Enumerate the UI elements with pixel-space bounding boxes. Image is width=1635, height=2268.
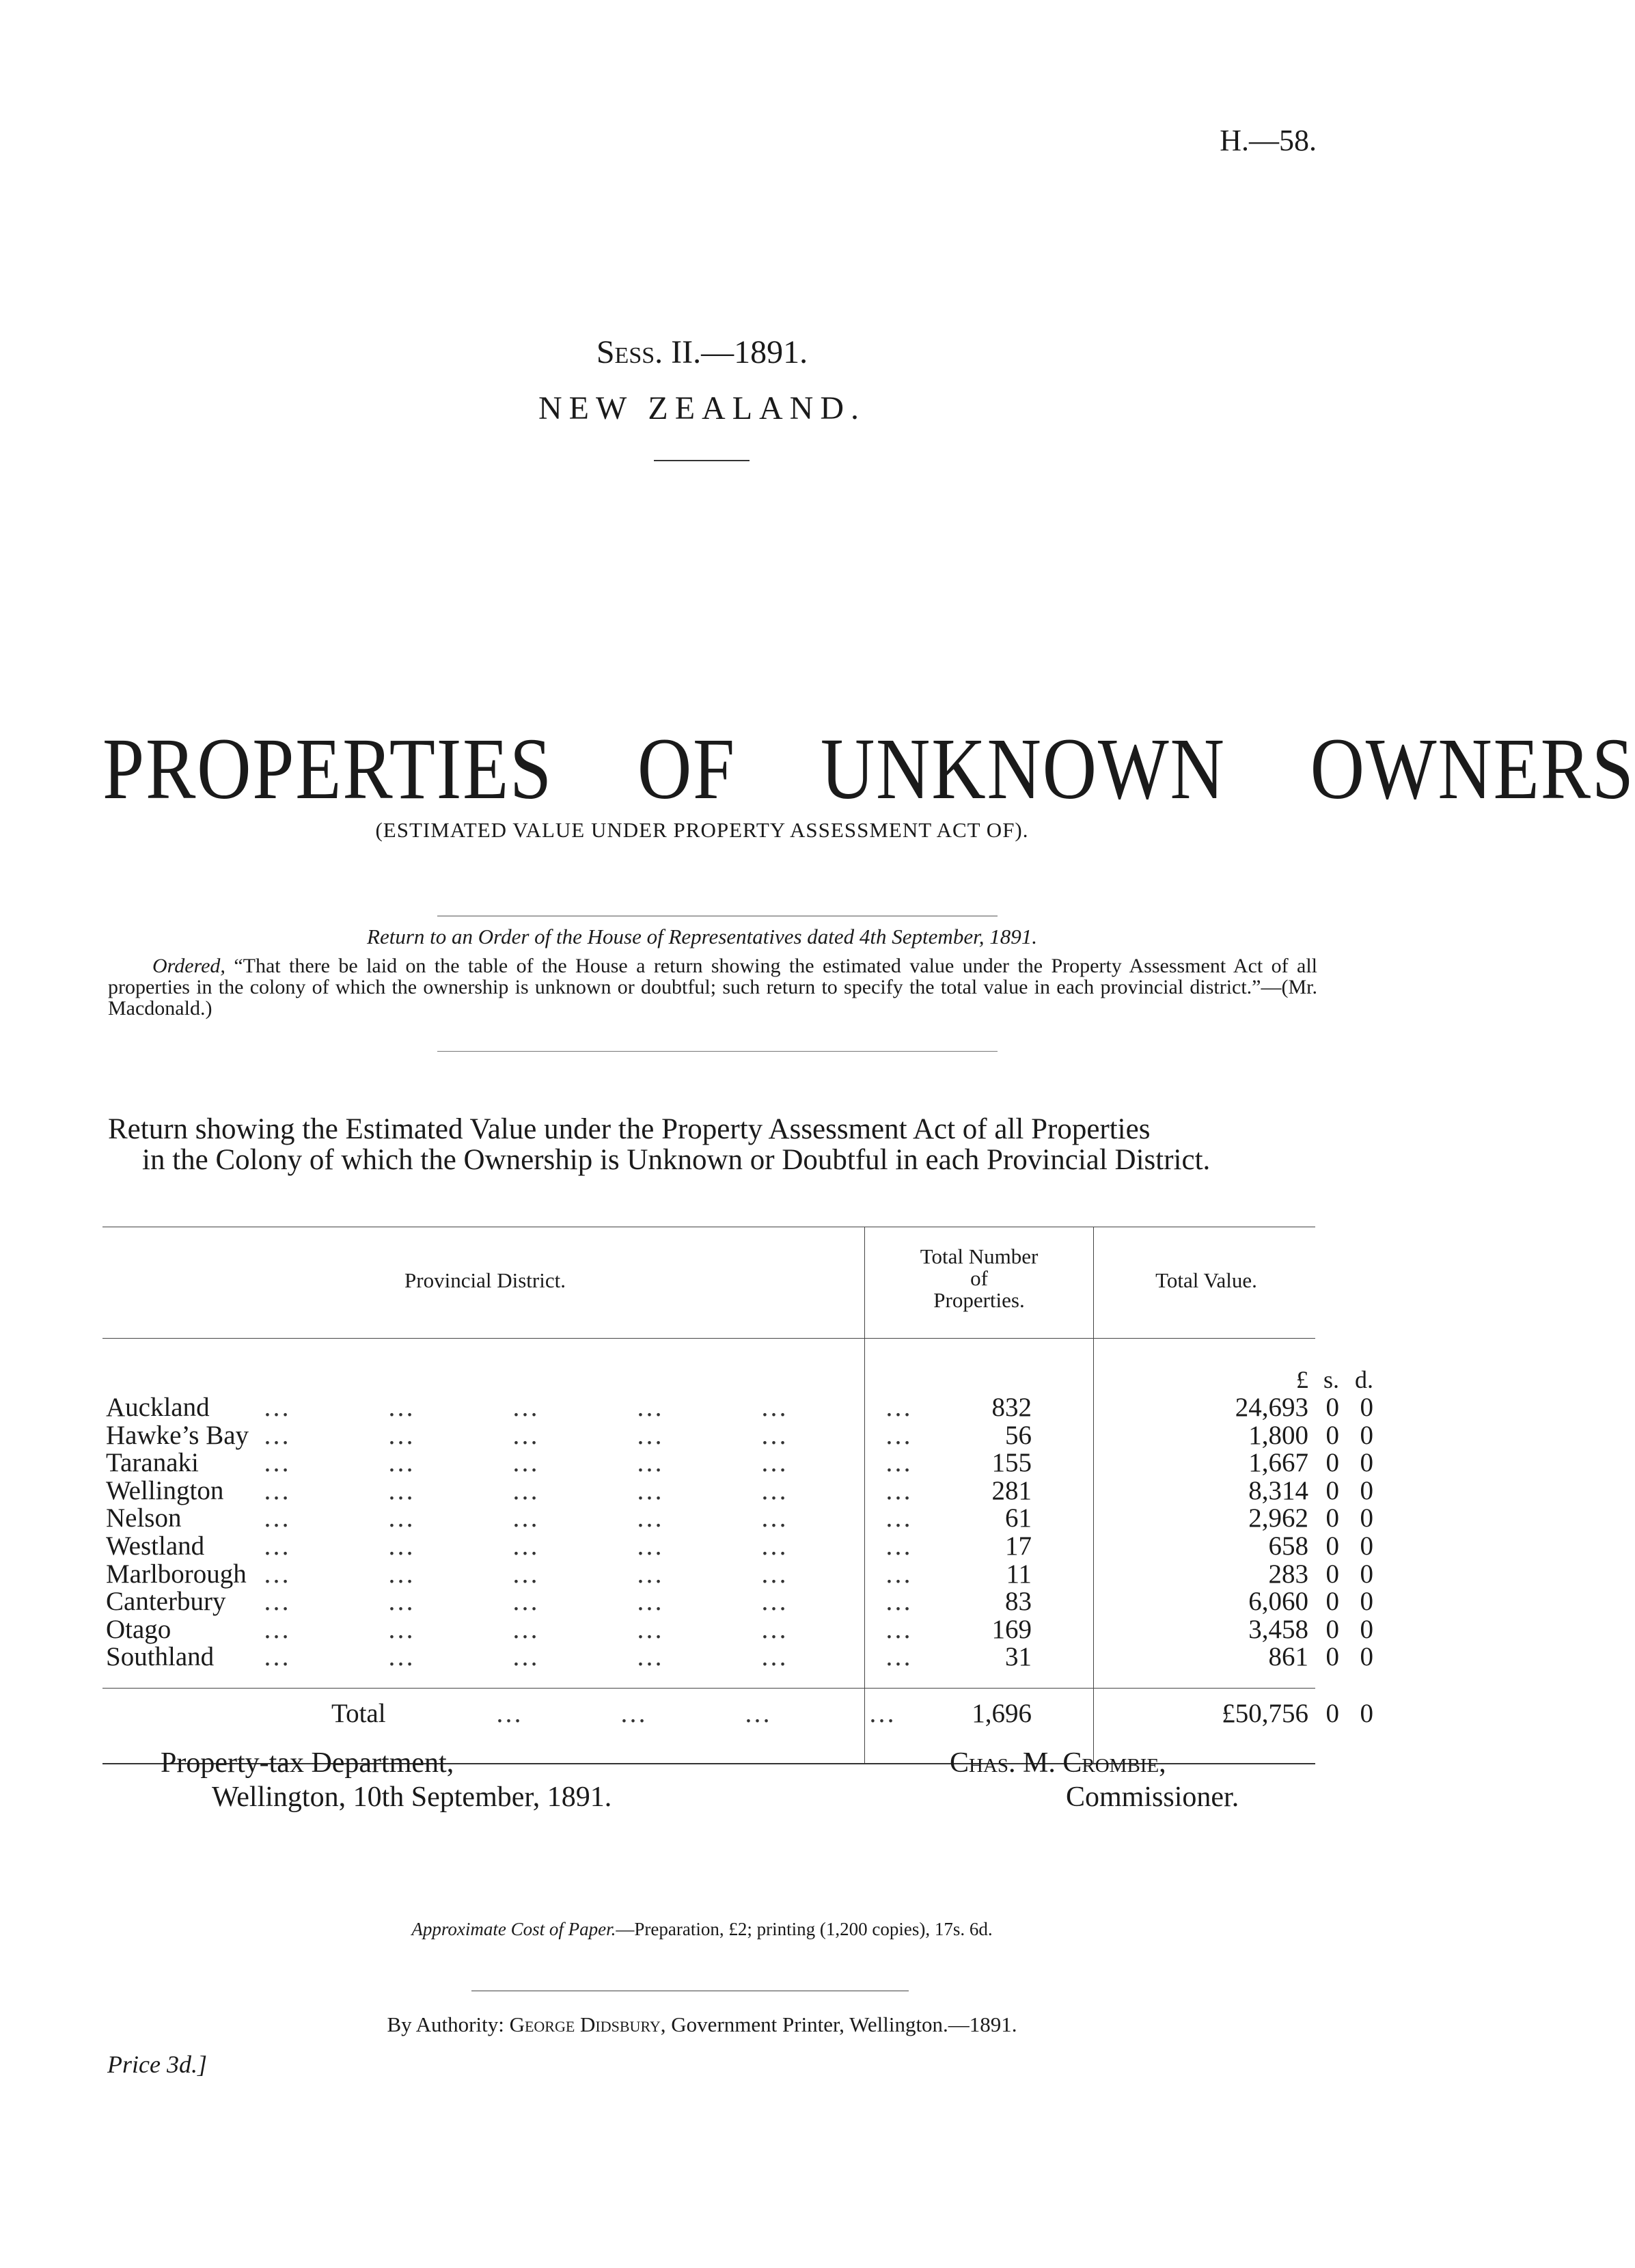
district-name: Wellington xyxy=(106,1475,224,1505)
return-heading-line2: in the Colony of which the Ownership is Unknown or Doubtful in each Provincial District. xyxy=(142,1144,1211,1176)
ordered-text: “That there be laid on the table of the House a return showing the estimated value under the Property Assessment Act of all properties in the colony of which the ownership is unknown or doubtful; such return to specify the total value in each provincial district.”—(Mr. Macdonald.) xyxy=(108,955,1317,1020)
price-note: Price 3d.] xyxy=(107,2051,207,2078)
leader-dots: … … … … … … xyxy=(263,1393,913,1422)
property-count: 11 xyxy=(1006,1559,1032,1589)
value-pence: 0 xyxy=(1360,1503,1373,1533)
leader-dots: … … … … xyxy=(495,1699,896,1728)
ordered-label: Ordered, xyxy=(152,955,225,977)
table-row xyxy=(106,1420,1373,1450)
total-row xyxy=(106,1698,1373,1728)
table-row xyxy=(106,1614,1373,1644)
value-shillings: 0 xyxy=(1325,1642,1339,1672)
printer-name: George Didsbury xyxy=(509,2012,661,2036)
document-title: PROPERTIES OF UNKNOWN OWNERS xyxy=(102,720,1635,817)
district-name: Southland xyxy=(106,1642,215,1672)
authority-suffix: , Government Printer, Wellington.—1891. xyxy=(660,2012,1017,2036)
value-pence: 0 xyxy=(1360,1448,1373,1478)
value-pounds: 3,458 xyxy=(1248,1614,1308,1644)
value-pence: 0 xyxy=(1360,1420,1373,1450)
session-line: Sess. II.—1891. xyxy=(596,334,808,370)
signature-block xyxy=(950,1746,1239,1814)
authority-prefix: By Authority: xyxy=(387,2012,504,2036)
order-reference: Return to an Order of the House of Representatives dated 4th September, 1891. xyxy=(367,925,1037,948)
leader-dots: … … … … … … xyxy=(263,1559,913,1589)
leader-dots: … … … … … … xyxy=(263,1642,913,1672)
header-total-number-line2: of xyxy=(970,1266,988,1290)
leader-dots: … … … … … … xyxy=(263,1475,913,1505)
value-pence: 0 xyxy=(1360,1614,1373,1644)
district-name: Otago xyxy=(106,1614,171,1644)
divider xyxy=(654,460,750,461)
table-row xyxy=(106,1503,1373,1533)
value-pounds: 283 xyxy=(1268,1559,1308,1589)
district-name: Westland xyxy=(106,1531,205,1561)
value-pounds: 1,800 xyxy=(1248,1420,1308,1450)
header-provincial-district: Provincial District. xyxy=(404,1268,566,1292)
units-row xyxy=(106,1365,1373,1393)
value-pounds: 1,667 xyxy=(1248,1448,1308,1478)
property-count: 17 xyxy=(1005,1531,1032,1561)
value-pence: 0 xyxy=(1360,1587,1373,1617)
leader-dots: … … … … … … xyxy=(263,1531,913,1561)
property-count: 31 xyxy=(1005,1642,1032,1672)
department-line1: Property-tax Department, xyxy=(161,1747,454,1779)
property-count: 281 xyxy=(991,1475,1032,1505)
country-heading: NEW ZEALAND. xyxy=(538,390,866,426)
value-pence: 0 xyxy=(1360,1475,1373,1505)
total-pounds: £50,756 xyxy=(1222,1699,1308,1728)
value-pounds: 8,314 xyxy=(1248,1475,1308,1505)
total-label: Total xyxy=(331,1699,386,1728)
return-heading-line1: Return showing the Estimated Value under the Property Assessment Act of all Properties xyxy=(108,1113,1151,1145)
value-pounds: 658 xyxy=(1268,1531,1308,1561)
value-pounds: 2,962 xyxy=(1248,1503,1308,1533)
table-row xyxy=(106,1392,1373,1422)
leader-dots: … … … … … … xyxy=(263,1448,913,1478)
department-block xyxy=(161,1746,612,1814)
property-count: 169 xyxy=(991,1614,1032,1644)
property-count: 56 xyxy=(1005,1420,1032,1450)
authority-line xyxy=(0,2012,1404,2037)
page-reference: H.—58. xyxy=(1220,124,1317,157)
value-shillings: 0 xyxy=(1325,1531,1339,1561)
district-name: Canterbury xyxy=(106,1587,226,1617)
unit-pence: d. xyxy=(1355,1366,1373,1393)
cost-label: Approximate Cost of Paper. xyxy=(411,1919,616,1939)
table-header-rule xyxy=(102,1338,1315,1339)
department-line2: Wellington, 10th September, 1891. xyxy=(212,1781,612,1813)
table-row xyxy=(106,1641,1373,1672)
value-pounds: 861 xyxy=(1268,1642,1308,1672)
property-count: 155 xyxy=(991,1448,1032,1478)
header-total-number-line3: Properties. xyxy=(933,1288,1025,1312)
divider xyxy=(437,1051,998,1052)
header-total-value: Total Value. xyxy=(1155,1268,1257,1292)
leader-dots: … … … … … … xyxy=(263,1614,913,1644)
value-pence: 0 xyxy=(1360,1531,1373,1561)
table-total-rule xyxy=(102,1688,1315,1689)
leader-dots: … … … … … … xyxy=(263,1420,913,1450)
property-count: 61 xyxy=(1005,1503,1032,1533)
value-shillings: 0 xyxy=(1325,1559,1339,1589)
table-row xyxy=(106,1586,1373,1617)
header-total-number xyxy=(866,1246,1092,1311)
value-shillings: 0 xyxy=(1325,1475,1339,1505)
cost-note xyxy=(0,1919,1404,1940)
value-pence: 0 xyxy=(1360,1559,1373,1589)
value-pounds: 6,060 xyxy=(1248,1587,1308,1617)
leader-dots: … … … … … … xyxy=(263,1587,913,1617)
property-count: 832 xyxy=(991,1393,1032,1422)
total-number: 1,696 xyxy=(972,1699,1032,1728)
table-row xyxy=(106,1475,1373,1505)
district-name: Nelson xyxy=(106,1503,182,1533)
value-shillings: 0 xyxy=(1325,1448,1339,1478)
leader-dots: … … … … … … xyxy=(263,1503,913,1533)
title-wrapper xyxy=(102,720,1635,817)
table-row xyxy=(106,1531,1373,1561)
table-row xyxy=(106,1559,1373,1589)
signatory-role: Commissioner. xyxy=(1066,1781,1239,1813)
value-shillings: 0 xyxy=(1325,1420,1339,1450)
property-count: 83 xyxy=(1005,1587,1032,1617)
value-pence: 0 xyxy=(1360,1393,1373,1422)
table-row xyxy=(106,1447,1373,1478)
ordered-paragraph xyxy=(108,955,1317,1019)
district-name: Taranaki xyxy=(106,1448,199,1478)
district-name: Marlborough xyxy=(106,1559,247,1589)
cost-text: —Preparation, £2; printing (1,200 copies), 17s. 6d. xyxy=(616,1919,993,1939)
value-shillings: 0 xyxy=(1325,1503,1339,1533)
signatory-name: Chas. M. Crombie, xyxy=(950,1747,1166,1779)
value-shillings: 0 xyxy=(1325,1614,1339,1644)
return-heading xyxy=(108,1114,1317,1175)
header-total-number-line1: Total Number xyxy=(920,1244,1039,1268)
value-shillings: 0 xyxy=(1325,1587,1339,1617)
document-subtitle: (ESTIMATED VALUE UNDER PROPERTY ASSESSMENT ACT OF). xyxy=(375,818,1029,842)
total-pence: 0 xyxy=(1360,1699,1373,1728)
value-pence: 0 xyxy=(1360,1642,1373,1672)
value-shillings: 0 xyxy=(1325,1393,1339,1422)
district-name: Auckland xyxy=(106,1393,210,1422)
total-shillings: 0 xyxy=(1325,1699,1339,1728)
district-name: Hawke’s Bay xyxy=(106,1420,249,1450)
unit-shillings: s. xyxy=(1323,1366,1339,1393)
value-pounds: 24,693 xyxy=(1235,1393,1308,1422)
unit-pound: £ xyxy=(1296,1366,1308,1393)
